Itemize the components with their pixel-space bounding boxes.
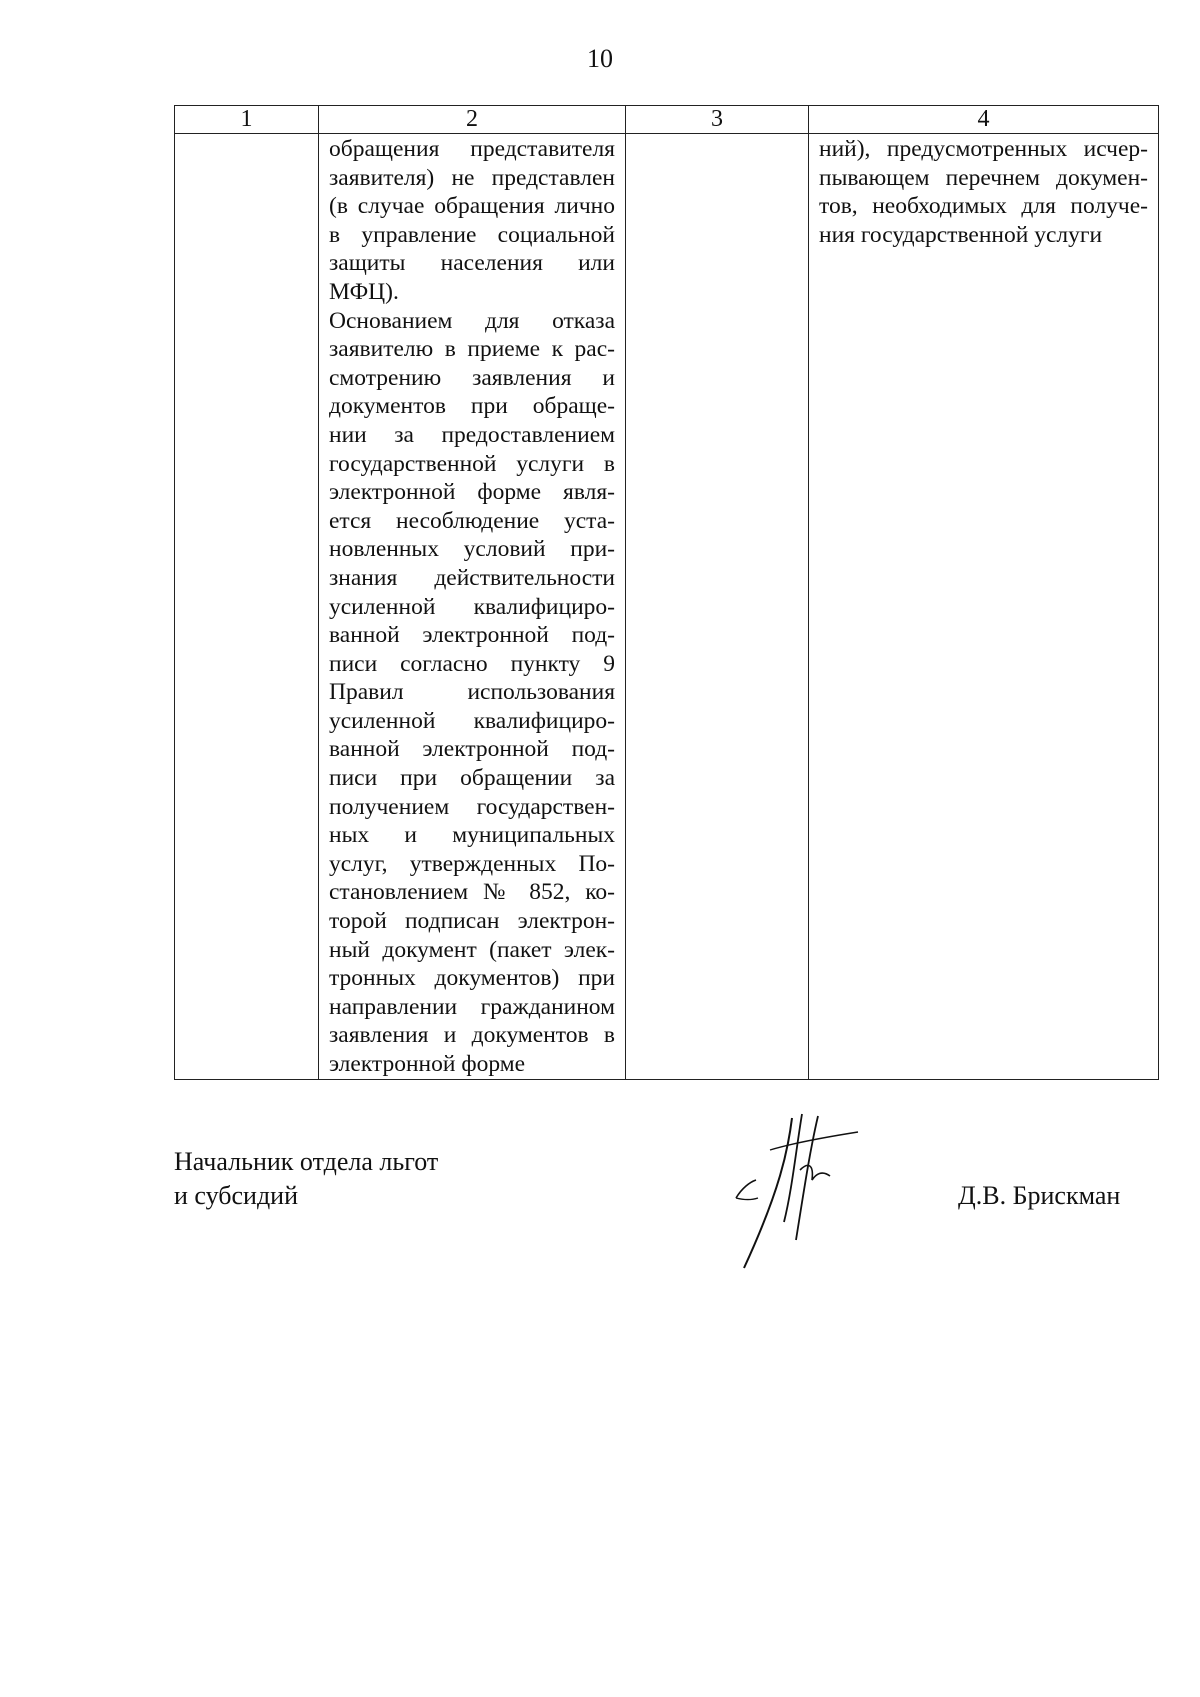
- column-number-3: 3: [626, 106, 809, 134]
- col2-text-line: электронной форме явля-: [329, 479, 615, 506]
- col2-text-line: Правил использования: [329, 679, 615, 706]
- cell-col-1: [175, 134, 319, 1080]
- col2-text-line: защиты населения или: [329, 250, 615, 277]
- col2-text-line: становлением № 852, ко-: [329, 879, 615, 906]
- column-number-1: 1: [175, 106, 319, 134]
- position-line-2: и субсидий: [174, 1181, 299, 1210]
- col2-text-line: электронной форме: [329, 1051, 526, 1077]
- col2-text-line: ных и муниципальных: [329, 822, 615, 849]
- col4-text-line: ния государственной услуги: [819, 221, 1103, 248]
- signatory-position: [174, 1145, 438, 1213]
- col4-text-line: пывающем перечнем докумен-: [819, 164, 1148, 191]
- cell-col-4: [809, 134, 1159, 1080]
- col2-text-line: знания действительности: [329, 564, 615, 591]
- col2-text-line: нии за предоставлением: [329, 421, 615, 448]
- col2-text-line: документов при обраще-: [329, 393, 615, 420]
- table-row: [175, 134, 1159, 1080]
- col2-text-line: торой подписан электрон-: [329, 908, 615, 935]
- col2-text-line: в управление социальной: [329, 221, 615, 248]
- col2-text-line: писи согласно пункту 9: [329, 650, 615, 677]
- col2-text-line: ванной электронной под-: [329, 622, 615, 649]
- col2-text-line: государственной услуги в: [329, 450, 615, 477]
- document-table: [174, 105, 1159, 1080]
- col4-text-line: ний), предусмотренных исчер-: [819, 136, 1148, 162]
- col2-text-line: писи при обращении за: [329, 765, 615, 792]
- column-number-2: 2: [319, 106, 626, 134]
- col2-text-line: услуг, утвержденных По-: [329, 850, 615, 877]
- col4-text-line: тов, необходимых для получе-: [819, 193, 1148, 220]
- col2-text-line: ный документ (пакет элек-: [329, 936, 615, 963]
- cell-col-3: [626, 134, 809, 1080]
- table-header-row: [175, 106, 1159, 134]
- col2-text-line: направлении гражданином: [329, 993, 615, 1020]
- col2-text-line: МФЦ).: [329, 278, 399, 305]
- page-number: 10: [587, 44, 613, 73]
- column-number-4: 4: [809, 106, 1159, 134]
- col4-text: [819, 135, 1148, 249]
- col2-text-line: заявителя) не представлен: [329, 164, 615, 191]
- handwritten-signature: [730, 1110, 860, 1270]
- col2-text-line: смотрению заявления и: [329, 364, 615, 391]
- col2-text-line: получением государствен-: [329, 793, 615, 820]
- col2-text: [329, 135, 615, 1079]
- cell-col-2: [319, 134, 626, 1080]
- col2-text-line: усиленной квалифициро-: [329, 593, 615, 620]
- col2-text-line: ванной электронной под-: [329, 736, 615, 763]
- col2-text-line: усиленной квалифициро-: [329, 707, 615, 734]
- signer-name: Д.В. Брискман: [958, 1181, 1121, 1210]
- position-line-1: Начальник отдела льгот: [174, 1147, 439, 1176]
- col2-text-line: заявителю в приеме к рас-: [329, 336, 615, 363]
- col2-text-line: обращения представителя: [329, 136, 615, 162]
- col2-text-line: тронных документов) при: [329, 965, 615, 992]
- col2-text-line: Основанием для отказа: [329, 307, 615, 334]
- col2-text-line: заявления и документов в: [329, 1022, 615, 1049]
- col2-text-line: (в случае обращения лично: [329, 193, 615, 220]
- col2-text-line: ется несоблюдение уста-: [329, 507, 615, 534]
- col2-text-line: новленных условий при-: [329, 536, 615, 563]
